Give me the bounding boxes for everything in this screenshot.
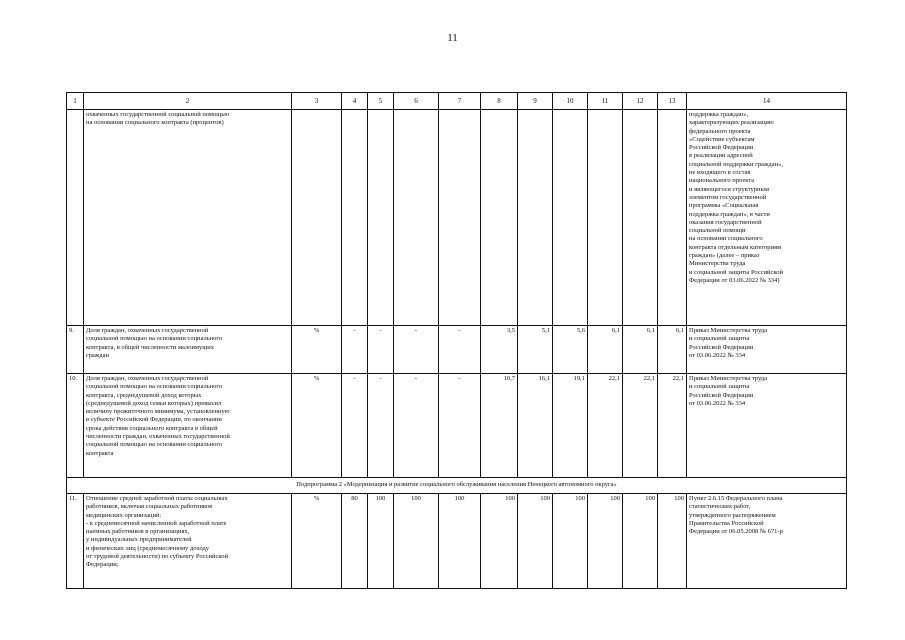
column-header: 1: [67, 93, 84, 110]
value-cell: [481, 110, 518, 326]
unit-cell: %: [292, 494, 342, 589]
column-header: 6: [394, 93, 439, 110]
value-cell: 5,6: [553, 326, 588, 374]
value-cell: -: [394, 326, 439, 374]
unit-cell: [292, 110, 342, 326]
value-cell: 100: [368, 494, 394, 589]
value-cell: 100: [553, 494, 588, 589]
value-cell: 6,1: [623, 326, 658, 374]
column-header: 14: [687, 93, 847, 110]
value-cell: 19,1: [553, 374, 588, 478]
row-number: 10.: [67, 374, 84, 478]
value-cell: -: [439, 326, 481, 374]
value-cell: 16,1: [518, 374, 553, 478]
value-cell: [553, 110, 588, 326]
value-cell: 6,1: [658, 326, 687, 374]
value-cell: -: [368, 326, 394, 374]
value-cell: -: [342, 326, 368, 374]
value-cell: [342, 110, 368, 326]
value-cell: -: [394, 374, 439, 478]
indicator-name: охваченных государственной социальной помощью на основании социального контракта (процентов): [84, 110, 292, 326]
indicator-name: Отношение средней заработной платы социальных работников, включая социальных работников медицинских организаций: - к среднемесячной начисленной заработной плате наемных работников в организациях, у индивидуальных предпринимателей и физических лиц (среднемесячному доходу от трудовой деятельности) по субъекту Российской Федерации;: [84, 494, 292, 589]
value-cell: 22,1: [588, 374, 623, 478]
value-cell: [439, 110, 481, 326]
value-cell: 100: [481, 494, 518, 589]
table-row: [67, 110, 847, 326]
value-cell: [394, 110, 439, 326]
column-header: 3: [292, 93, 342, 110]
value-cell: 100: [623, 494, 658, 589]
value-cell: 100: [394, 494, 439, 589]
source-cell: Приказ Министерства труда и социальной защиты Российской Федерации от 03.06.2022 № 334: [687, 374, 847, 478]
value-cell: 6,1: [588, 326, 623, 374]
unit-cell: %: [292, 326, 342, 374]
table-row: [67, 494, 847, 589]
subprogram-heading: Подпрограмма 2 «Модернизация и развитие социального обслуживания населения Ненецкого автономного округа»: [67, 478, 847, 494]
value-cell: [658, 110, 687, 326]
column-header: 9: [518, 93, 553, 110]
indicators-table: [66, 92, 847, 589]
value-cell: 80: [342, 494, 368, 589]
column-header: 2: [84, 93, 292, 110]
subprogram-heading-row: [67, 478, 847, 494]
page-number: 11: [447, 32, 458, 44]
source-cell: поддержка граждан», характеризующих реализацию федерального проекта «Содействие субъектам Российской Федерации в реализации адресной социальной поддержки граждан», не входящего в состав национального проекта и являющегося структурным элементом государственной программы «Социальная поддержка граждан», в части оказания государственной социальной помощи на основании социального контракта отдельным категориям граждан» (далее – приказ Министерства труда и социальной защиты Российской Федерации от 03.06.2022 № 334): [687, 110, 847, 326]
row-number: 11.: [67, 494, 84, 589]
table-row: [67, 374, 847, 478]
value-cell: [588, 110, 623, 326]
column-header: 11: [588, 93, 623, 110]
value-cell: 22,1: [623, 374, 658, 478]
row-number: [67, 110, 84, 326]
value-cell: [518, 110, 553, 326]
value-cell: 100: [439, 494, 481, 589]
source-cell: Пункт 2.6.15 Федерального плана статистических работ, утвержденного распоряжением Правительства Российской Федерации от 06.05.2008 № 671-р: [687, 494, 847, 589]
column-header: 10: [553, 93, 588, 110]
value-cell: [368, 110, 394, 326]
unit-cell: %: [292, 374, 342, 478]
value-cell: 100: [518, 494, 553, 589]
column-header: 5: [368, 93, 394, 110]
indicator-name: Доля граждан, охваченных государственной социальной помощью на основании социального контракта, в общей численности малоимущих граждан: [84, 326, 292, 374]
row-number: 9.: [67, 326, 84, 374]
value-cell: -: [342, 374, 368, 478]
indicator-name: Доля граждан, охваченных государственной социальной помощью на основании социального контракта, среднедушевой доход которых (среднедушевой доход семьи которых) превысил величину прожиточного минимума, установленную в субъекте Российской Федерации, по окончании срока действия социального контракта в общей численности граждан, охваченных государственной социальной помощью на основании социального контракта: [84, 374, 292, 478]
source-cell: Приказ Министерства труда и социальной защиты Российской Федерации от 03.06.2022 № 334: [687, 326, 847, 374]
value-cell: 5,1: [518, 326, 553, 374]
column-header: 12: [623, 93, 658, 110]
value-cell: -: [439, 374, 481, 478]
value-cell: 22,1: [658, 374, 687, 478]
value-cell: 10,7: [481, 374, 518, 478]
header-row: [67, 93, 847, 110]
column-header: 7: [439, 93, 481, 110]
value-cell: 100: [658, 494, 687, 589]
column-header: 8: [481, 93, 518, 110]
value-cell: [623, 110, 658, 326]
table-row: [67, 326, 847, 374]
value-cell: 100: [588, 494, 623, 589]
column-header: 13: [658, 93, 687, 110]
value-cell: -: [368, 374, 394, 478]
value-cell: 3,5: [481, 326, 518, 374]
column-header: 4: [342, 93, 368, 110]
